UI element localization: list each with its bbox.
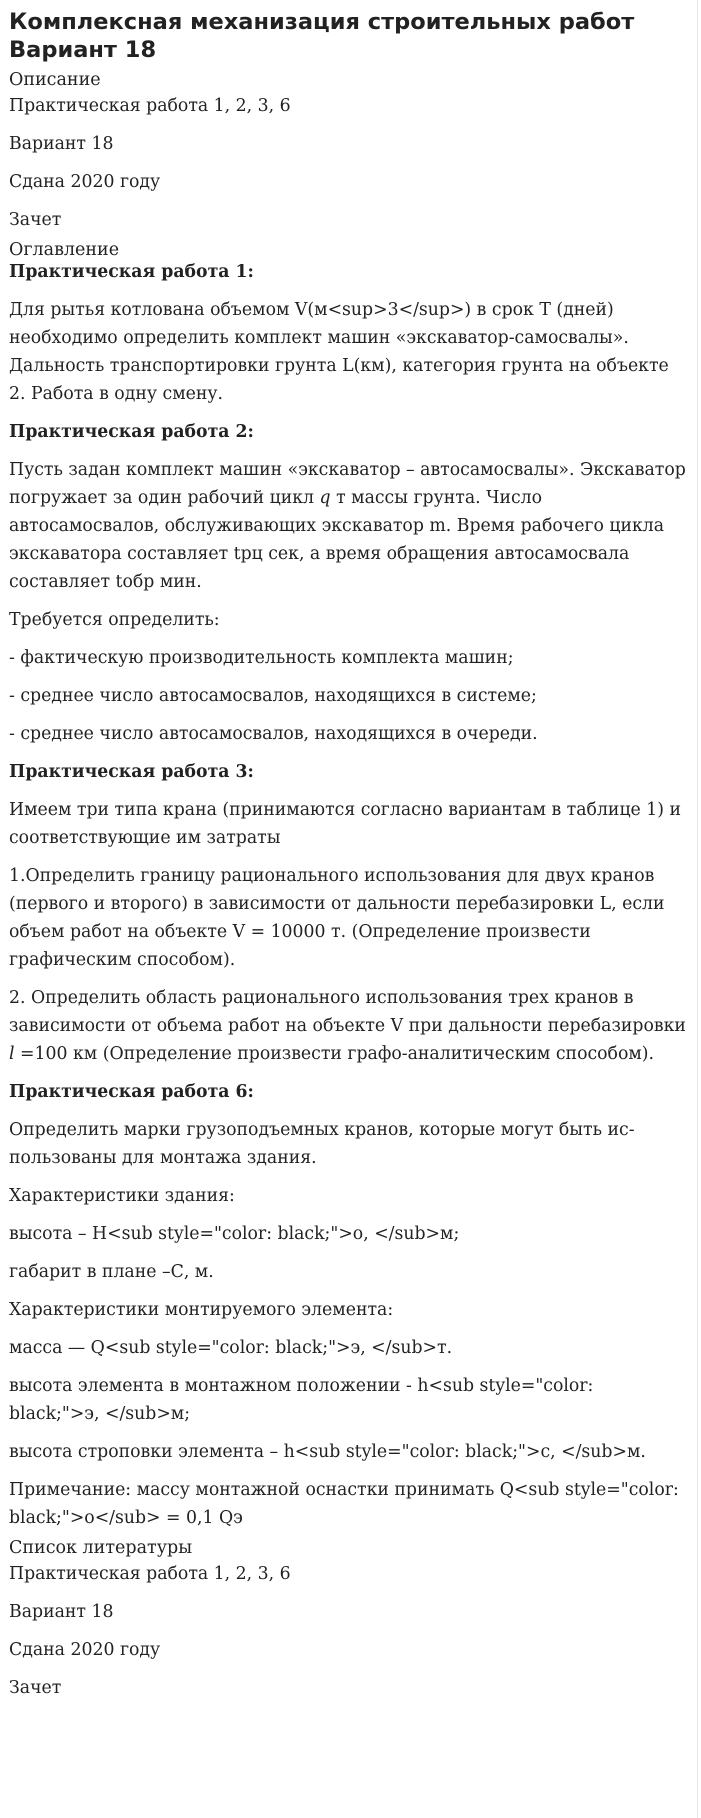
literature-line-3: Сдана 2020 году bbox=[9, 1640, 161, 1660]
description-line-3: Сдана 2020 году bbox=[9, 172, 161, 192]
pr1-text: Для рытья котлована объемом V(м<sup>3</sup>) в срок Т (дней) необходимо определить комплект машин «экскаватор-самосвалы». Дальность транспортировки грунта L(км), категория грунта на объекте 2. Работа в одну смену. bbox=[9, 300, 669, 404]
pr2-requirement: Требуется определить: bbox=[9, 610, 220, 630]
pr3-text-4-line bbox=[9, 1040, 687, 1068]
description-line-4: Зачет bbox=[9, 210, 62, 230]
pr6-note: Примечание: массу монтажной оснастки принимать Q<sub style="color: black;">о</sub> = 0,1 Qэ bbox=[9, 1480, 679, 1528]
description-line-1: Практическая работа 1, 2, 3, 6 bbox=[9, 96, 291, 116]
pr2-item-2: - среднее число автосамосвалов, находящихся в системе; bbox=[9, 686, 537, 706]
pr2-text bbox=[9, 456, 687, 596]
pr6-text-1: Определить марки грузоподъемных кранов, которые могут быть ис-пользованы для монтажа здания. bbox=[9, 1120, 635, 1168]
literature-line-2: Вариант 18 bbox=[9, 1602, 114, 1622]
pr2-q-symbol: q bbox=[319, 488, 331, 508]
pr3-text-2: 1.Определить границу рационального использования для двух кранов (первого и второго) в зависимости от дальности перебазировки L, если объем работ на объекте V = 10000 т. (Определение произвести графическим способом). bbox=[9, 866, 665, 970]
pr1-heading: Практическая работа 1: bbox=[9, 262, 254, 282]
pr2-item-1: - фактическую производительность комплекта машин; bbox=[9, 648, 514, 668]
pr3-heading: Практическая работа 3: bbox=[9, 762, 254, 782]
pr6-building-characteristics: Характеристики здания: bbox=[9, 1186, 235, 1206]
pr2-text-b: т массы грунта. Число автосамосвалов, обслуживающих экскаватор m. Время рабочего цикла экскаватора составляет tрц сек, а время обращения автосамосвала составляет tобр мин. bbox=[9, 488, 665, 592]
pr6-height: высота – H<sub style="color: black;">о, </sub>м; bbox=[9, 1224, 460, 1244]
page-title bbox=[9, 8, 687, 64]
pr6-sling-height: высота строповки элемента – h<sub style="color: black;">с, </sub>м. bbox=[9, 1442, 646, 1462]
pr6-mass: масса — Q<sub style="color: black;">э, </sub>т. bbox=[9, 1338, 453, 1358]
pr6-element-characteristics: Характеристики монтируемого элемента: bbox=[9, 1300, 394, 1320]
pr6-heading: Практическая работа 6: bbox=[9, 1082, 254, 1102]
description-label: Описание bbox=[9, 70, 101, 90]
pr2-item-3: - среднее число автосамосвалов, находящихся в очереди. bbox=[9, 724, 538, 744]
description-line-2: Вариант 18 bbox=[9, 134, 114, 154]
pr2-text-a: Пусть задан комплект машин «экскаватор – автосамосвалы». Экскаватор погружает за один рабочий цикл bbox=[9, 460, 686, 508]
pr6-gabarit: габарит в плане –С, м. bbox=[9, 1262, 214, 1282]
pr3-l-symbol: l bbox=[9, 1044, 15, 1064]
pr2-heading: Практическая работа 2: bbox=[9, 422, 254, 442]
literature-line-1: Практическая работа 1, 2, 3, 6 bbox=[9, 1564, 291, 1584]
literature-label: Список литературы bbox=[9, 1538, 193, 1558]
pr3-text-3: 2. Определить область рационального использования трех кранов в зависимости от объема работ на объекте V при дальности перебазировки bbox=[9, 988, 686, 1036]
title-line-1: Комплексная механизация строительных работ bbox=[9, 9, 635, 35]
pr3-text-4: =100 км (Определение произвести графо-аналитическим способом). bbox=[14, 1044, 655, 1064]
pr3-text-1: Имеем три типа крана (принимаются согласно вариантам в таблице 1) и соответствующие им затраты bbox=[9, 800, 682, 848]
literature-line-4: Зачет bbox=[9, 1678, 62, 1698]
toc-label: Оглавление bbox=[9, 240, 120, 260]
title-line-2: Вариант 18 bbox=[9, 37, 157, 63]
pr6-element-height: высота элемента в монтажном положении - h<sub style="color: black;">э, </sub>м; bbox=[9, 1376, 594, 1424]
